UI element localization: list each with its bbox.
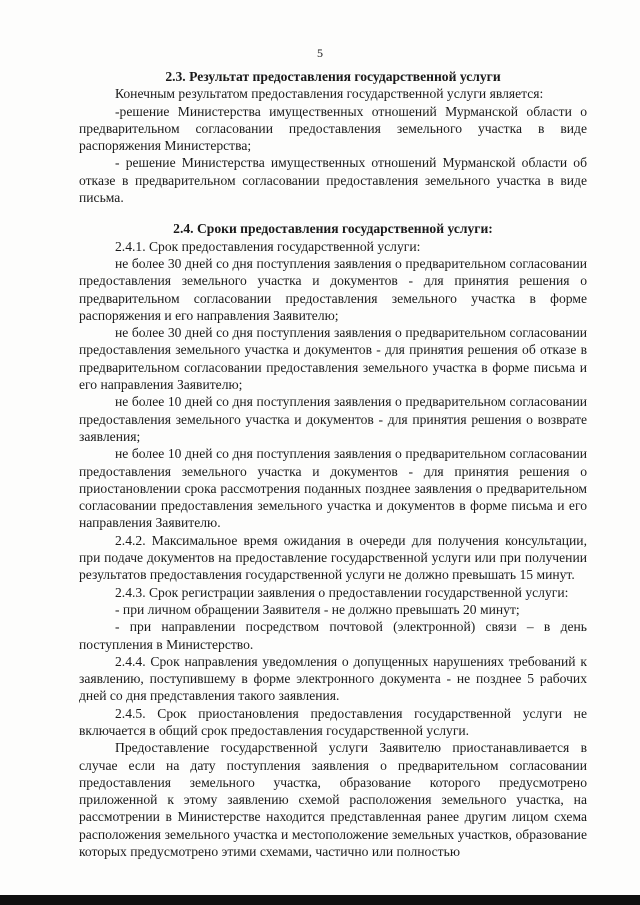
paragraph: 2.4.3. Срок регистрации заявления о предоставлении государственной услуги: xyxy=(115,584,569,600)
section-heading-2-4: 2.4. Сроки предоставления государственной услуги: xyxy=(173,221,493,237)
paragraph: 2.4.2. Максимальное время ожидания в очереди для получения консультации, при подаче документов на предоставление государственной услуги или при получении результатов предоставления государственной услуги не должно превышать 15 минут. xyxy=(79,532,587,583)
paragraph: Предоставление государственной услуги Заявителю приостанавливается в случае если на дату поступления заявления о предварительном согласовании предоставления земельного участка, образование которого предусмотрено приложенной к этому заявлению схемой расположения земельного участка, на рассмотрении в Министерстве находится представленная ранее другим лицом схема расположения земельного участка и местоположение земельных участков, образование которых предусмотрено этими схемами, частично или полностью xyxy=(79,740,587,860)
document-body xyxy=(79,68,587,860)
paragraph: - решение Министерства имущественных отношений Мурманской области об отказе в предварительном согласовании предоставления земельного участка в виде письма. xyxy=(79,155,587,206)
paragraph: не более 30 дней со дня поступления заявления о предварительном согласовании предоставления земельного участка и документов - для принятия решения об отказе в предварительном согласовании предоставления земельного участка в форме письма и его направления Заявителю; xyxy=(79,325,587,393)
paragraph: 2.4.5. Срок приостановления предоставления государственной услуги не включается в общий срок предоставления государственной услуги. xyxy=(79,705,587,738)
paragraph: 2.4.1. Срок предоставления государственной услуги: xyxy=(115,238,421,254)
paragraph: - при личном обращении Заявителя - не должно превышать 20 минут; xyxy=(115,601,520,617)
paragraph: - при направлении посредством почтовой (электронной) связи – в день поступления в Министерство. xyxy=(79,619,587,652)
scan-bottom-edge xyxy=(0,895,640,905)
paragraph: Конечным результатом предоставления государственной услуги является: xyxy=(115,86,544,102)
paragraph: 2.4.4. Срок направления уведомления о допущенных нарушениях требований к заявлению, поступившему в форме электронного документа - не позднее 5 рабочих дней со дня представления такого заявления. xyxy=(79,653,587,704)
section-heading-2-3: 2.3. Результат предоставления государственной услуги xyxy=(165,69,501,84)
paragraph: не более 30 дней со дня поступления заявления о предварительном согласовании предоставления земельного участка и документов - для принятия решения о предварительном согласовании предоставления земельного участка в форме распоряжения и его направления Заявителю; xyxy=(79,255,587,323)
paragraph: не более 10 дней со дня поступления заявления о предварительном согласовании предоставления земельного участка и документов - для принятия решения о приостановлении срока рассмотрения поданных позднее заявления о предварительном согласовании предоставления земельного участка и документов в форме письма и его направления Заявителю. xyxy=(79,446,587,531)
paragraph: -решение Министерства имущественных отношений Мурманской области о предварительном согласовании предоставления земельного участка в виде распоряжения Министерства; xyxy=(79,103,587,154)
paragraph: не более 10 дней со дня поступления заявления о предварительном согласовании предоставления земельного участка и документов - для принятия решения о возврате заявления; xyxy=(79,394,587,444)
page-number: 5 xyxy=(317,46,323,60)
